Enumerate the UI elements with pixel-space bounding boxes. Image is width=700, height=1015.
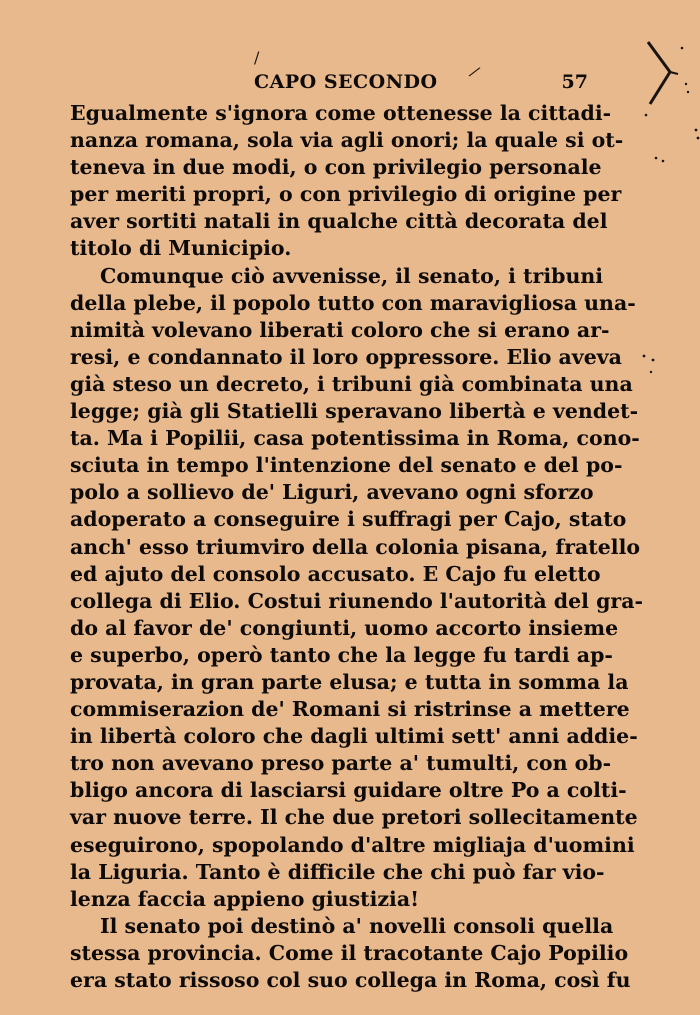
ink-mark: / [467, 62, 483, 81]
text-line: provata, in gran parte elusa; e tutta in somma la [70, 669, 629, 694]
text-line: var nuove terre. Il che due pretori sollecitamente [70, 805, 638, 830]
text-line: anch' esso triumviro della colonia pisana, fratello [70, 534, 641, 559]
text-line: lenza faccia appieno giustizia! [70, 886, 420, 911]
text-line: sciuta in tempo l'intenzione del senato e del po- [70, 453, 623, 478]
text-line: adoperato a conseguire i suffragi per Cajo, stato [70, 507, 627, 532]
running-title: CAPO SECONDO [254, 71, 438, 93]
text-line: ta. Ma i Popilii, casa potentissima in Roma, cono- [70, 426, 640, 451]
text-line: della plebe, il popolo tutto con maravigliosa una- [70, 290, 636, 315]
text-line: per meriti propri, o con privilegio di origine per [70, 182, 622, 207]
text-line: in libertà coloro che dagli ultimi sett' anni addie- [70, 724, 638, 749]
text-line: eseguirono, spopolando d'altre migliaja d'uomini [70, 832, 635, 857]
text-line: polo a sollievo de' Liguri, avevano ogni sforzo [70, 480, 594, 505]
running-head [70, 71, 590, 99]
body-text [70, 100, 643, 994]
text-line: aver sortiti natali in qualche città decorata del [70, 209, 608, 234]
text-line: do al favor de' congiunti, uomo accorto insieme [70, 615, 619, 640]
text-line: bligo ancora di lasciarsi guidare oltre Po a colti- [70, 778, 627, 803]
text-line: nimità volevano liberati coloro che si erano ar- [70, 317, 610, 342]
ink-mark: / [254, 48, 260, 67]
text-line: ed ajuto del consolo accusato. E Cajo fu eletto [70, 561, 601, 586]
text-line: nanza romana, sola via agli onori; la quale si ot- [70, 128, 624, 153]
text-line: stessa provincia. Come il tracotante Cajo Popilio [70, 940, 629, 965]
text-line: collega di Elio. Costui riunendo l'autorità del gra- [70, 588, 643, 613]
text-line: teneva in due modi, o con privilegio personale [70, 155, 602, 180]
text-line: commiserazion de' Romani si ristrinse a mettere [70, 697, 630, 722]
margin-scribble [640, 30, 700, 450]
text-line: e superbo, operò tanto che la legge fu tardi ap- [70, 642, 613, 667]
text-line: la Liguria. Tanto è difficile che chi può far vio- [70, 859, 605, 884]
page-number: 57 [561, 71, 588, 93]
text-line: tro non avevano preso parte a' tumulti, con ob- [70, 751, 612, 776]
text-line: legge; già gli Statielli speravano libertà e vendet- [70, 399, 639, 424]
text-line: Comunque ciò avvenisse, il senato, i tribuni [100, 263, 604, 288]
text-line: già steso un decreto, i tribuni già combinata una [70, 371, 633, 396]
text-line: Egualmente s'ignora come ottenesse la cittadi- [70, 101, 612, 125]
text-line: era stato rissoso col suo collega in Roma, così fu [70, 968, 631, 992]
text-line: resi, e condannato il loro oppressore. Elio aveva [70, 344, 622, 369]
text-line: Il senato poi destinò a' novelli consoli quella [100, 913, 614, 938]
text-line: titolo di Municipio. [70, 236, 292, 261]
